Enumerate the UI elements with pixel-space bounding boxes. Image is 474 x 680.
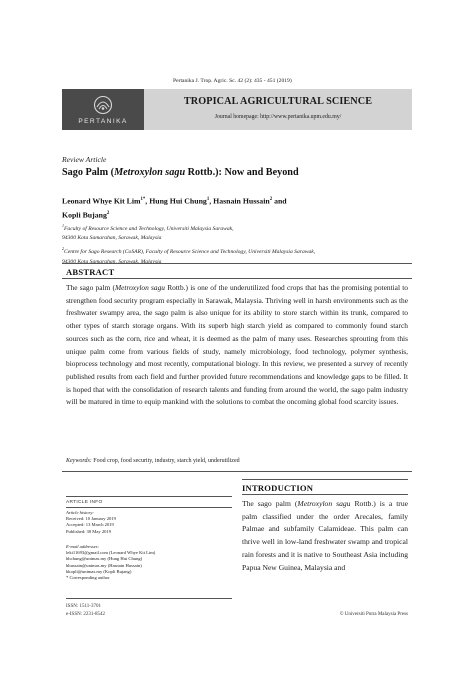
divider <box>242 479 408 480</box>
issn: ISSN: 1511-3701 <box>66 604 101 609</box>
author-name: Kopli Bujang <box>62 210 107 220</box>
email-link[interactable]: bkopli@unimas.my (Kopli Bujang) <box>66 568 132 574</box>
abstract-heading: ABSTRACT <box>66 267 115 277</box>
divider <box>242 494 408 495</box>
divider <box>66 598 232 599</box>
introduction-body: The sago palm (Metroxylon sagu Rottb.) is a true palm classified under the order Arecales, family Palmae and subfamily Calamideae. This palm can thrive well in low-land freshwater swamp and tropical rain forests and it is native to Southeast Asia including Papua New Guinea, Malaysia and <box>242 499 408 572</box>
pertanika-emblem-icon <box>93 95 113 115</box>
article-type: Review Article <box>62 155 107 164</box>
divider <box>66 507 232 508</box>
affiliations: $^1$Faculty of Resource Science and Technology, Universiti Malaysia Sarawak, 94300 Kota Samarahan, Sarawak, Malaysia $^2$Centre for Sago Research (CoSAR), Faculty of Resource Science and Technology, Universiti Malaysia Sarawak, 94300 Kota Samarahan, Sarawak, Malaysia <box>62 221 412 267</box>
author-name: Leonard Whye Kit Lim <box>62 196 141 206</box>
eissn: e-ISSN: 2231-8542 <box>66 612 106 617</box>
copyright: © Universiti Putra Malaysia Press <box>339 612 408 617</box>
logo-wordmark: PERTANIKA <box>78 118 128 125</box>
title-species-name: Metroxylon sagu <box>114 167 186 178</box>
divider <box>62 471 412 472</box>
affiliation-1: $^1$Faculty of Resource Science and Technology, Universiti Malaysia Sarawak, <box>62 223 234 232</box>
article-title: Sago Palm (Metroxylon sagu Rottb.): Now and Beyond <box>62 167 299 178</box>
article-history: Article history: Received: 10 January 2019 Accepted: 13 March 2019 Published: 30 May 2019 <box>66 510 116 534</box>
divider <box>62 278 412 279</box>
journal-name: TROPICAL AGRICULTURAL SCIENCE <box>183 96 373 107</box>
author-name: Hung Hui Chung <box>149 196 207 206</box>
email-link[interactable]: leki11693@gmail.com (Leonard Whye Kit Lim) <box>66 550 156 556</box>
email-link[interactable]: hhchung@unimas.my (Hung Hui Chung) <box>66 556 143 562</box>
keywords: Keywords: Food crop, food security, industry, starch yield, underutilized <box>66 458 240 464</box>
introduction-heading: INTRODUCTION <box>242 483 314 493</box>
journal-reference: Pertanika J. Trop. Agric. Sc. 42 (2): 435 - 451 (2019) <box>173 78 292 84</box>
divider <box>66 496 232 497</box>
publisher-logo <box>62 89 144 130</box>
journal-banner <box>62 89 412 130</box>
article-info-heading: ARTICLE INFO <box>66 500 103 505</box>
journal-title-block <box>144 89 412 130</box>
email-addresses: E-mail addresses: leki11693@gmail.com (Leonard Whye Kit Lim) hhchung@unimas.my (Hung Hui Chung) hhussain@unimas.my (Hasnain Hussain) bkopli@unimas.my (Kopli Bujang) * Corresponding author <box>66 544 156 581</box>
abstract-body: The sago palm (Metroxylon sagu Rottb.) is one of the underutilized food crops that has the promising potential to strengthen food security program especially in Sarawak, Malaysia. Thriving well in harsh environments such as the freshwater swampy area, the sago palm is also unique for its ability to store starch within its trunk, compared to other types of starch storage organs. With its superb high starch yield as compared to commonly found starch sources such as the corn, rice and wheat, it is deemed as the palm of many uses. Researches sprouting from this unique palm come from various fields of study, namely microbiology, food technology, polymer synthesis, bioprocess technology and most recently, computational biology. In this review, we presented a survey of recently published results from each field and further provided future recommendations and knowledge gaps to be filled. It is hoped that with the consolidation of research talents and funding from around the world, the sago palm industry will be matured in time to equip mankind with the solutions to combat the oncoming global food scarcity issues. <box>66 283 408 407</box>
journal-homepage[interactable]: Journal homepage: http://www.pertanika.upm.edu.my/ <box>214 114 342 120</box>
author-name: Hasnain Hussain <box>213 196 270 206</box>
affiliation-2: $^2$Centre for Sago Research (CoSAR), Faculty of Resource Science and Technology, Universiti Malaysia Sarawak, <box>62 246 316 255</box>
divider <box>62 263 412 264</box>
email-link[interactable]: hhussain@unimas.my (Hasnain Hussain) <box>66 562 142 568</box>
author-list: Leonard Whye Kit Lim$^{1*}$, Hung Hui Chung$^1$, Hasnain Hussain$^2$ and Kopli Bujang$^2$ <box>62 196 287 220</box>
